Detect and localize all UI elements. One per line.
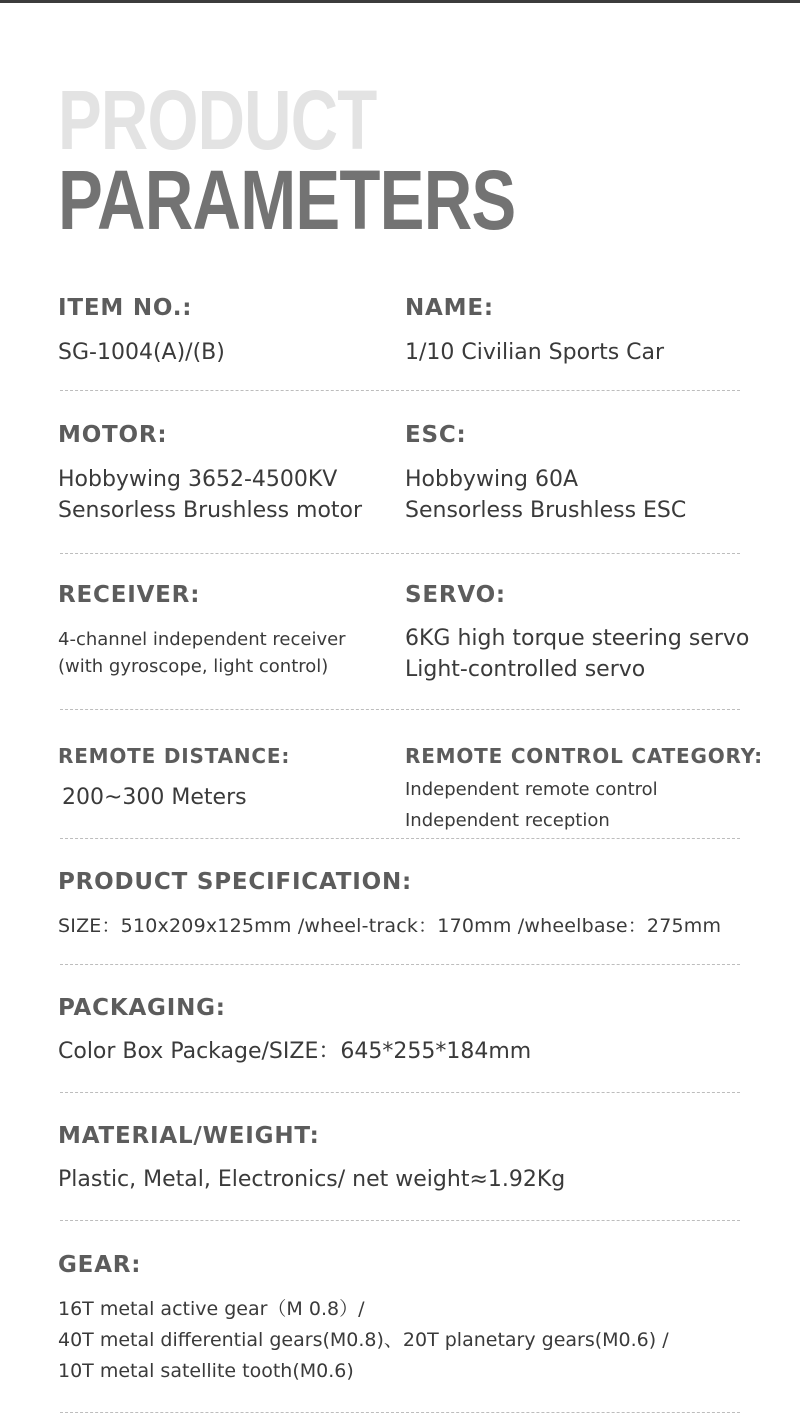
- remote-category-value-line1: Independent remote control: [405, 779, 658, 800]
- top-border: [0, 0, 800, 3]
- receiver-value-line2: (with gyroscope, light control): [58, 656, 329, 677]
- specification-label: PRODUCT SPECIFICATION:: [58, 869, 413, 895]
- esc-value-line2: Sensorless Brushless ESC: [405, 498, 687, 523]
- receiver-value-line1: 4-channel independent receiver: [58, 629, 346, 650]
- material-label: MATERIAL/WEIGHT:: [58, 1123, 320, 1149]
- divider: [60, 1220, 740, 1221]
- hero-title-parameters: PARAMETERS: [58, 153, 516, 247]
- name-value: 1/10 Civilian Sports Car: [405, 340, 665, 365]
- gear-label: GEAR:: [58, 1252, 142, 1278]
- remote-distance-label: REMOTE DISTANCE:: [58, 744, 291, 768]
- esc-value-line1: Hobbywing 60A: [405, 467, 579, 492]
- divider: [60, 1412, 740, 1413]
- material-value: Plastic, Metal, Electronics/ net weight≈1.92Kg: [58, 1167, 566, 1192]
- remote-category-label: REMOTE CONTROL CATEGORY:: [405, 744, 763, 768]
- esc-label: ESC:: [405, 422, 467, 448]
- divider: [60, 709, 740, 710]
- item-no-label: ITEM NO.:: [58, 295, 193, 321]
- motor-value-line1: Hobbywing 3652-4500KV: [58, 467, 338, 492]
- divider: [60, 1092, 740, 1093]
- hero-title-product: PRODUCT: [58, 73, 377, 167]
- packaging-value: Color Box Package/SIZE：645*255*184mm: [58, 1039, 532, 1064]
- packaging-label: PACKAGING:: [58, 995, 226, 1021]
- divider: [60, 390, 740, 391]
- specification-value: SIZE：510x209x125mm /wheel-track：170mm /wheelbase：275mm: [58, 915, 722, 937]
- divider: [60, 838, 740, 839]
- name-label: NAME:: [405, 295, 494, 321]
- divider: [60, 553, 740, 554]
- motor-value-line2: Sensorless Brushless motor: [58, 498, 363, 523]
- remote-category-value-line2: Independent reception: [405, 810, 610, 831]
- motor-label: MOTOR:: [58, 422, 168, 448]
- servo-value-line1: 6KG high torque steering servo: [405, 626, 750, 651]
- receiver-label: RECEIVER:: [58, 582, 201, 608]
- gear-value-line2: 40T metal differential gears(M0.8)、20T planetary gears(M0.6) /: [58, 1329, 669, 1351]
- servo-value-line2: Light-controlled servo: [405, 657, 646, 682]
- item-no-value: SG-1004(A)/(B): [58, 340, 225, 365]
- remote-distance-value: 200~300 Meters: [62, 785, 247, 810]
- servo-label: SERVO:: [405, 582, 506, 608]
- gear-value-line3: 10T metal satellite tooth(M0.6): [58, 1360, 354, 1382]
- divider: [60, 964, 740, 965]
- gear-value-line1: 16T metal active gear（M 0.8）/: [58, 1298, 365, 1320]
